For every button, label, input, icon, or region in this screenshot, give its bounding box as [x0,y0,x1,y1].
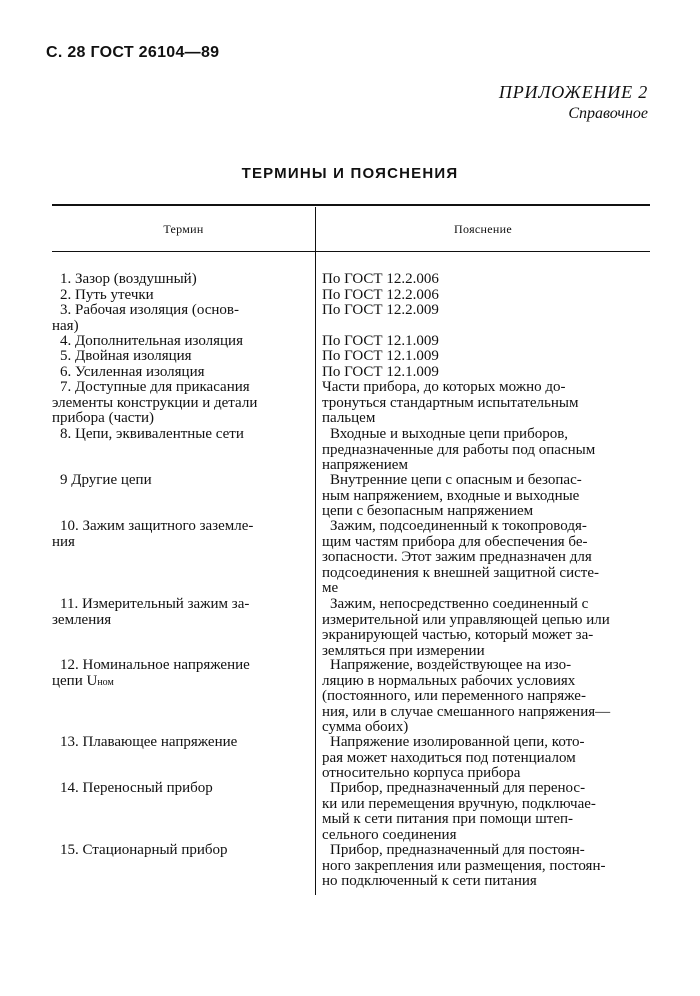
explanation-cell: Прибор, предназначенный для постоян- ного закрепления или размещения, постоян- но подключенный к сети питания [322,842,606,889]
term-cell: 2. Путь утечки [60,287,154,303]
explanation-cell: По ГОСТ 12.2.006 [322,287,439,303]
explanation-cell: Части прибора, до которых можно до- тронуться стандартным испытательным пальцем [322,379,579,426]
term-cell: 10. Зажим защитного заземле- ния [52,518,254,550]
term-cell: 5. Двойная изоляция [60,348,192,364]
explanation-cell: Зажим, непосредственно соединенный с измерительной или управляющей цепью или экранирующей частью, который может за- земляться при измерении [322,596,610,659]
appendix-subtitle: Справочное [568,105,648,122]
explanation-cell: Зажим, подсоединенный к токопроводя- щим частям прибора для обеспечения бе- зопасности. Этот зажим предназначен для подсоединения к внешней защитной систе- ме [322,518,599,596]
section-heading: ТЕРМИНЫ И ПОЯСНЕНИЯ [241,165,459,182]
term-cell: 7. Доступные для прикасания элементы конструкции и детали прибора (части) [52,379,258,426]
explanation-cell: Внутренние цепи с опасным и безопас- ным напряжением, входные и выходные цепи с безопасным напряжением [322,472,582,519]
explanation-cell: Входные и выходные цепи приборов, предназначенные для работы под опасным напряжением [322,426,596,473]
column-header-term: Термин [163,222,204,236]
explanation-cell: По ГОСТ 12.1.009 [322,333,439,349]
table-header-rule [52,251,650,252]
term-cell: 11. Измерительный зажим за- земления [52,596,250,628]
column-header-explanation: Пояснение [454,222,512,236]
table-top-rule [52,204,650,206]
page-header: С. 28 ГОСТ 26104—89 [46,44,220,61]
explanation-cell: Напряжение изолированной цепи, кото- рая может находиться под потенциалом относительно корпуса прибора [322,734,585,781]
term-cell: 8. Цепи, эквивалентные сети [60,426,244,442]
term-cell: 9 Другие цепи [60,472,152,488]
term-cell: 12. Номинальное напряжение цепи Uном [52,657,250,689]
appendix-label [499,82,648,123]
explanation-cell: По ГОСТ 12.2.009 [322,302,439,318]
term-cell: 3. Рабочая изоляция (основ- ная) [52,302,239,334]
term-cell: 15. Стационарный прибор [60,842,228,858]
explanation-cell: По ГОСТ 12.2.006 [322,271,439,287]
explanation-cell: Напряжение, воздействующее на изо- ляцию в нормальных рабочих условиях (постоянного, или переменного напряже- ния, или в случае смешанного напряжения— сумма обоих) [322,657,611,735]
explanation-cell: Прибор, предназначенный для перенос- ки или перемещения вручную, подключае- мый к сети питания при помощи штеп- сельного соединения [322,780,596,843]
term-cell: 14. Переносный прибор [60,780,213,796]
term-cell: 6. Усиленная изоляция [60,364,205,380]
explanation-cell: По ГОСТ 12.1.009 [322,364,439,380]
table-column-divider [315,207,316,895]
term-cell: 13. Плавающее напряжение [60,734,238,750]
term-cell: 4. Дополнительная изоляция [60,333,243,349]
term-cell: 1. Зазор (воздушный) [60,271,197,287]
explanation-cell: По ГОСТ 12.1.009 [322,348,439,364]
appendix-title: ПРИЛОЖЕНИЕ 2 [498,82,648,102]
